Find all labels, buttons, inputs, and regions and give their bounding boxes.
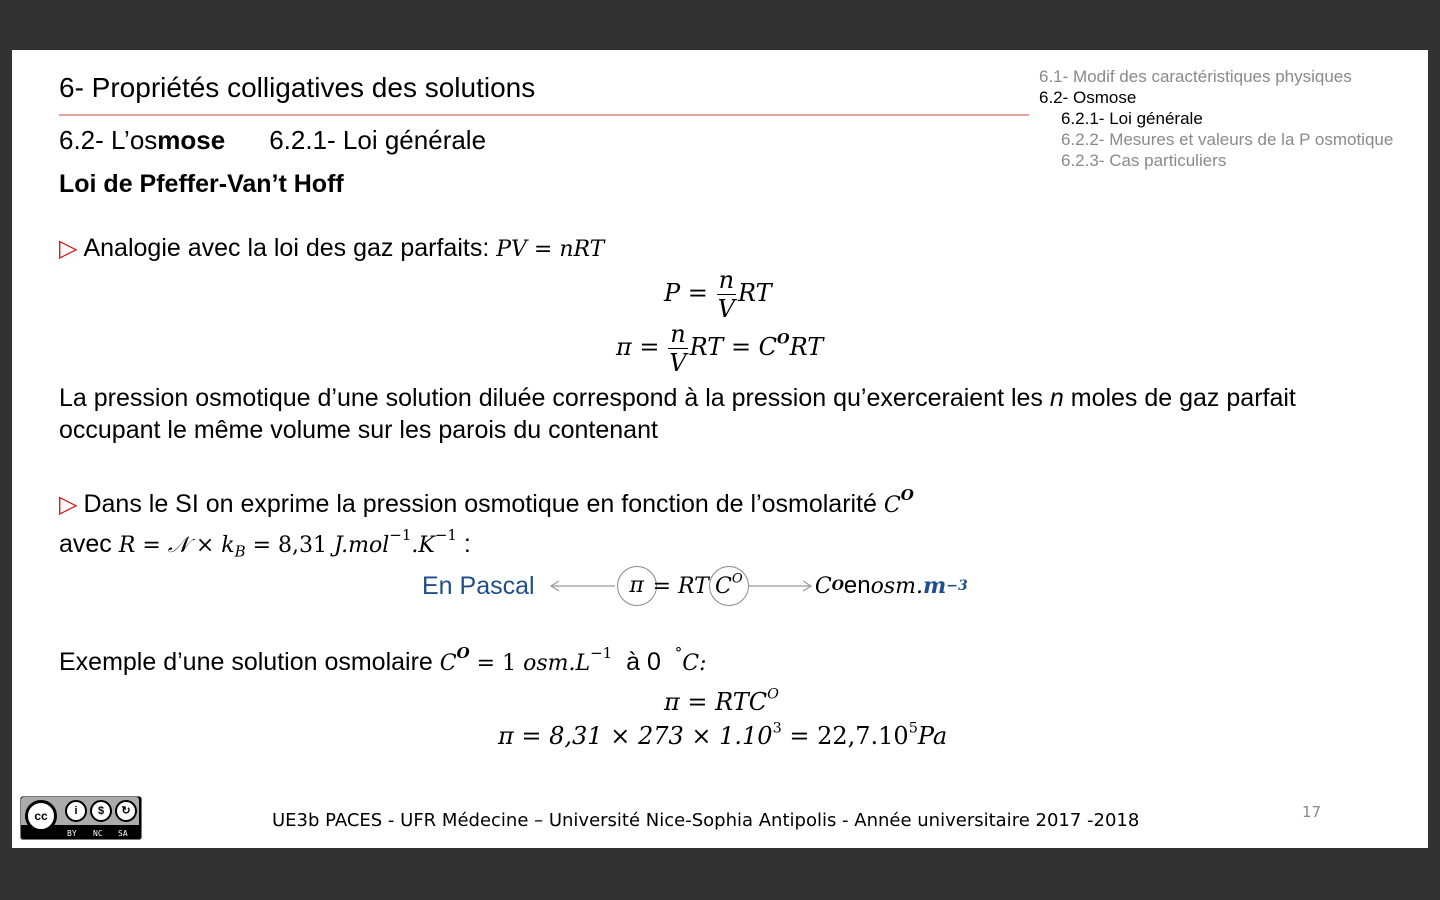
license-sa: SA <box>118 829 128 838</box>
c-circled <box>709 566 749 606</box>
toc-item[interactable]: 6.1- Modif des caractéristiques physiques <box>1039 67 1352 86</box>
at-temp: à 0 <box>612 648 675 676</box>
cc-icon: cc <box>25 800 57 832</box>
degree: ° <box>674 644 683 662</box>
osmotic-formula-diagram: En Pascal π = RT $C^O$ C O en osm. m −3 <box>422 564 968 608</box>
equation-numeric <box>498 722 947 751</box>
eq2-unit: Pa <box>917 722 948 750</box>
r-eq: R = <box>118 533 168 558</box>
law-title: Loi de Pfeffer-Van’t Hoff <box>59 170 344 198</box>
c-sup: O <box>456 644 470 662</box>
para-line2: occupant le même volume sur les parois du contenant <box>59 416 658 444</box>
creative-commons-license-badge <box>20 796 142 840</box>
toc-item[interactable]: 6.2- Osmose <box>1039 88 1137 107</box>
unit-sup: −1 <box>590 644 613 662</box>
eq2-sup2: 5 <box>908 720 918 737</box>
eq-val: = 1 <box>469 651 524 676</box>
sup-neg1: −1 <box>434 526 457 544</box>
osmolarity-symbol: C <box>883 493 901 518</box>
example-text: Exemple d’une solution osmolaire <box>59 648 440 676</box>
eq2-b: = 22,7.10 <box>781 722 909 750</box>
example-line <box>59 644 707 677</box>
c-sym: C <box>715 574 732 599</box>
pi-circled: π <box>617 566 657 606</box>
equals-rt: = RT <box>652 573 709 599</box>
para-part1: La pression osmotique d’une solution diluée correspond à la pression qu’exerceraient les <box>59 384 1050 412</box>
title-divider <box>59 114 1029 116</box>
en-text: en <box>843 572 871 599</box>
bullet-text: Dans le SI on exprime la pression osmotique en fonction de l’osmolarité <box>83 490 884 518</box>
license-by: BY <box>67 829 77 838</box>
celsius: C: <box>682 651 707 676</box>
triangle-bullet-icon: ▷ <box>59 491 78 518</box>
slide-title: 6- Propriétés colligatives des solutions <box>59 72 536 103</box>
subtitle-prefix: 6.2- L’os <box>59 125 158 155</box>
eq2-a: π = 8,31 × 273 × 1.10 <box>498 722 773 750</box>
eq2-end: RT <box>789 332 824 361</box>
para-part2: moles de gaz parfait <box>1063 384 1296 412</box>
ideal-gas-equation: PV = nRT <box>496 237 605 262</box>
unit-k: .K <box>411 533 435 558</box>
fraction-n-over-v <box>717 268 736 321</box>
eq1: π = RTC <box>664 688 768 716</box>
toc-item[interactable]: 6.2.2- Mesures et valeurs de la P osmotique <box>1061 130 1394 149</box>
bullet-gas-analogy <box>59 234 604 263</box>
m-unit: m <box>922 573 947 599</box>
eq2-sup1: 3 <box>772 720 782 737</box>
eq2-sup: O <box>777 330 790 348</box>
subtitle-section: 6.2.1- Loi générale <box>269 125 487 155</box>
sharealike-icon: ↻ <box>115 800 137 822</box>
unit-jmol: J.mol <box>334 533 390 558</box>
equation-pi-rtc <box>664 688 779 717</box>
equation-osmotic <box>616 322 823 375</box>
eq1-rhs: RT <box>738 278 772 307</box>
table-of-contents <box>1039 66 1393 171</box>
avec-text: avec <box>59 530 119 558</box>
bullet-text: Analogie avec la loi des gaz parfaits: <box>83 234 497 262</box>
c-sup: O <box>731 571 743 587</box>
attribution-icon: i <box>65 800 87 822</box>
eq2-mid: RT = C <box>689 332 778 361</box>
eq1-sup: O <box>767 686 779 703</box>
osm-unit: osm. <box>870 573 923 599</box>
triangle-bullet-icon: ▷ <box>59 235 78 262</box>
toc-item[interactable]: 6.2.1- Loi générale <box>1061 109 1203 128</box>
page-number: 17 <box>1302 803 1322 821</box>
times-kb: × k <box>188 533 235 558</box>
colon: : <box>456 530 471 558</box>
frac-num: n <box>670 320 686 348</box>
en-pascal-label: En Pascal <box>422 571 535 600</box>
para-italic: n <box>1049 384 1064 412</box>
license-nc: NC <box>93 829 103 838</box>
equation-pressure <box>664 268 772 321</box>
fraction-n-over-v <box>668 322 687 375</box>
avogadro-symbol: 𝒩 <box>167 533 189 558</box>
osmotic-pressure-paragraph <box>59 382 1296 446</box>
eq2-lhs: π = <box>616 332 660 361</box>
footer-text: UE3b PACES - UFR Médecine – Université Nice-Sophia Antipolis - Année universitaire 2017 -2018 <box>272 810 1140 831</box>
section-subtitle <box>59 125 486 156</box>
unit: osm.L <box>523 651 591 676</box>
subtitle-bold: mose <box>157 125 226 155</box>
slide <box>12 50 1428 848</box>
frac-den: V <box>669 349 687 377</box>
sup-neg1: −1 <box>389 526 412 544</box>
kb-sub: B <box>234 542 246 561</box>
r-value: = 8,31 <box>245 533 335 558</box>
eq1-lhs: P = <box>664 278 708 307</box>
toc-item[interactable]: 6.2.3- Cas particuliers <box>1061 151 1227 170</box>
noncommercial-icon: $ <box>90 800 112 822</box>
right-c: C <box>814 573 832 599</box>
osmolarity-sup: O <box>900 486 914 504</box>
c-sym: C <box>439 651 457 676</box>
frac-den: V <box>717 295 735 323</box>
arrow-right-icon <box>749 579 815 593</box>
arrow-left-icon <box>547 579 617 593</box>
gas-constant-line <box>59 526 471 561</box>
bullet-si-units <box>59 486 914 519</box>
frac-num: n <box>718 266 735 294</box>
